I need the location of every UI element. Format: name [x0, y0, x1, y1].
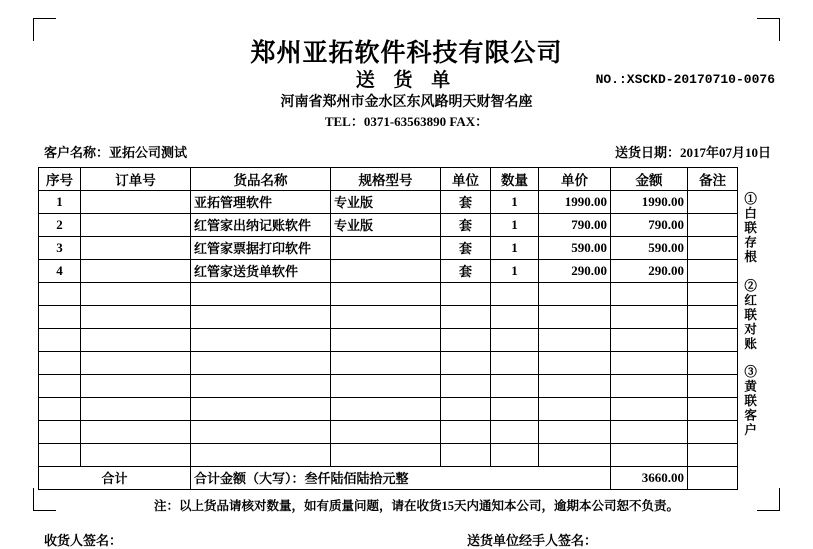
- table-row: [39, 190, 738, 213]
- cell-order: [81, 190, 191, 213]
- cell-unit: [441, 397, 491, 420]
- cell-amount: [611, 282, 688, 305]
- cell-name: [191, 420, 331, 443]
- cell-price: [539, 374, 611, 397]
- cell-order: [81, 282, 191, 305]
- cell-spec: [331, 328, 441, 351]
- cell-spec: [331, 282, 441, 305]
- cell-unit: 套: [441, 190, 491, 213]
- col-header-seq: 序号: [39, 167, 81, 190]
- cell-spec: [331, 397, 441, 420]
- side-notes: [741, 192, 767, 452]
- cell-price: [539, 282, 611, 305]
- table-row: [39, 420, 738, 443]
- customer-value: 亚拓公司测试: [109, 144, 188, 160]
- signature-row: [38, 530, 775, 549]
- cell-seq: [39, 328, 81, 351]
- table-row: [39, 305, 738, 328]
- cell-seq: [39, 351, 81, 374]
- total-row: [39, 466, 738, 489]
- date-value: 2017年07月10日: [679, 144, 771, 160]
- cell-amount: [611, 443, 688, 466]
- cell-spec: [331, 374, 441, 397]
- table-row: [39, 328, 738, 351]
- cell-price: 790.00: [539, 213, 611, 236]
- col-header-note: 备注: [688, 167, 738, 190]
- cell-order: [81, 305, 191, 328]
- cell-order: [81, 420, 191, 443]
- cell-spec: [331, 259, 441, 282]
- cell-seq: [39, 282, 81, 305]
- cell-spec: [331, 305, 441, 328]
- col-header-amount: 金额: [611, 167, 688, 190]
- cell-name: 红管家送货单软件: [191, 259, 331, 282]
- company-address: 河南省郑州市金水区东风路明天财智名座: [280, 95, 533, 111]
- cell-amount: 590.00: [611, 236, 688, 259]
- cell-qty: [491, 328, 539, 351]
- cell-price: 290.00: [539, 259, 611, 282]
- side-note-2: ②红联对账: [742, 278, 757, 351]
- col-header-spec: 规格型号: [331, 167, 441, 190]
- cell-price: [539, 443, 611, 466]
- cell-note: [688, 236, 738, 259]
- cell-note: [688, 374, 738, 397]
- cell-name: [191, 374, 331, 397]
- side-note-3: ③黄联客户: [742, 365, 757, 438]
- col-header-order: 订单号: [81, 167, 191, 190]
- cell-qty: 1: [491, 213, 539, 236]
- cell-name: 亚拓管理软件: [191, 190, 331, 213]
- deliverer-signature-label: 送货单位经手人签名：: [467, 532, 598, 548]
- cell-spec: [331, 420, 441, 443]
- cell-order: [81, 374, 191, 397]
- cell-amount: [611, 420, 688, 443]
- cell-name: [191, 351, 331, 374]
- cell-note: [688, 397, 738, 420]
- receiver-signature-label: 收货人签名：: [44, 532, 123, 548]
- table-row: [39, 397, 738, 420]
- cell-qty: 1: [491, 190, 539, 213]
- total-label: 合计: [39, 466, 191, 489]
- cell-note: [688, 420, 738, 443]
- cell-note: [688, 328, 738, 351]
- date-label: 送货日期：: [614, 144, 680, 160]
- col-header-price: 单价: [539, 167, 611, 190]
- cell-unit: [441, 443, 491, 466]
- cell-amount: [611, 305, 688, 328]
- cell-order: [81, 351, 191, 374]
- cell-name: 红管家票据打印软件: [191, 236, 331, 259]
- cell-unit: 套: [441, 213, 491, 236]
- customer-field: [44, 142, 187, 161]
- cell-order: [81, 259, 191, 282]
- cell-price: [539, 420, 611, 443]
- table-row: [39, 213, 738, 236]
- cell-name: 红管家出纳记账软件: [191, 213, 331, 236]
- customer-label: 客户名称：: [44, 144, 110, 160]
- cell-note: [688, 259, 738, 282]
- col-header-name: 货品名称: [191, 167, 331, 190]
- cell-price: [539, 305, 611, 328]
- cell-order: [81, 328, 191, 351]
- cell-qty: 1: [491, 259, 539, 282]
- document-content: [38, 24, 775, 548]
- cell-price: [539, 328, 611, 351]
- cell-note: [688, 213, 738, 236]
- cell-seq: [39, 305, 81, 328]
- cell-qty: [491, 443, 539, 466]
- cell-order: [81, 236, 191, 259]
- total-amount-words: 合计金额（大写）：叁仟陆佰陆拾元整: [191, 466, 611, 489]
- remark-text: 注：以上货品请核对数量，如有质量问题，请在收货15天内通知本公司，逾期本公司恕不负责。: [153, 498, 679, 513]
- cell-unit: [441, 305, 491, 328]
- cell-unit: 套: [441, 259, 491, 282]
- cell-unit: [441, 351, 491, 374]
- document-number: NO.:XSCKD-20170710-0076: [595, 72, 775, 87]
- cell-name: [191, 305, 331, 328]
- date-field: [615, 142, 771, 161]
- cell-unit: [441, 420, 491, 443]
- table-row: [39, 351, 738, 374]
- cell-spec: [331, 351, 441, 374]
- cell-price: 590.00: [539, 236, 611, 259]
- cell-amount: [611, 351, 688, 374]
- col-header-qty: 数量: [491, 167, 539, 190]
- cell-order: [81, 397, 191, 420]
- meta-row: [38, 142, 775, 161]
- cell-amount: 790.00: [611, 213, 688, 236]
- cell-seq: [39, 374, 81, 397]
- cell-name: [191, 328, 331, 351]
- cell-name: [191, 397, 331, 420]
- cell-unit: 套: [441, 236, 491, 259]
- cell-name: [191, 443, 331, 466]
- cell-amount: 290.00: [611, 259, 688, 282]
- cell-order: [81, 443, 191, 466]
- table-row: [39, 443, 738, 466]
- cell-note: [688, 305, 738, 328]
- cell-spec: 专业版: [331, 213, 441, 236]
- total-amount-value: 3660.00: [611, 466, 688, 489]
- cell-spec: [331, 443, 441, 466]
- cell-amount: [611, 328, 688, 351]
- cell-name: [191, 282, 331, 305]
- cell-qty: [491, 282, 539, 305]
- cell-price: [539, 397, 611, 420]
- cell-seq: [39, 443, 81, 466]
- cell-qty: [491, 397, 539, 420]
- items-body: [39, 190, 738, 466]
- table-row: [39, 282, 738, 305]
- table-header-row: [39, 167, 738, 190]
- cell-seq: 1: [39, 190, 81, 213]
- col-header-unit: 单位: [441, 167, 491, 190]
- cell-amount: [611, 374, 688, 397]
- cell-qty: [491, 305, 539, 328]
- table-row: [39, 374, 738, 397]
- table-row: [39, 259, 738, 282]
- cell-qty: 1: [491, 236, 539, 259]
- cell-seq: [39, 420, 81, 443]
- cell-qty: [491, 374, 539, 397]
- cell-note: [688, 443, 738, 466]
- cell-qty: [491, 420, 539, 443]
- document-header: [38, 40, 775, 130]
- cell-price: [539, 351, 611, 374]
- cell-seq: 3: [39, 236, 81, 259]
- side-note-1: ①白联存根: [742, 192, 757, 265]
- cell-seq: 4: [39, 259, 81, 282]
- cell-spec: [331, 236, 441, 259]
- items-table: [38, 167, 738, 490]
- cell-unit: [441, 282, 491, 305]
- cell-note: [688, 351, 738, 374]
- total-note-cell: [688, 466, 738, 489]
- cell-seq: 2: [39, 213, 81, 236]
- cell-note: [688, 190, 738, 213]
- cell-price: 1990.00: [539, 190, 611, 213]
- cell-seq: [39, 397, 81, 420]
- cell-amount: [611, 397, 688, 420]
- cell-note: [688, 282, 738, 305]
- cell-amount: 1990.00: [611, 190, 688, 213]
- cell-unit: [441, 374, 491, 397]
- company-name: 郑州亚拓软件科技有限公司: [250, 40, 563, 67]
- cell-unit: [441, 328, 491, 351]
- cell-spec: 专业版: [331, 190, 441, 213]
- table-row: [39, 236, 738, 259]
- document-title: 送 货 单: [355, 69, 458, 91]
- company-tel: TEL：0371-63563890 FAX：: [324, 114, 489, 130]
- cell-order: [81, 213, 191, 236]
- cell-qty: [491, 351, 539, 374]
